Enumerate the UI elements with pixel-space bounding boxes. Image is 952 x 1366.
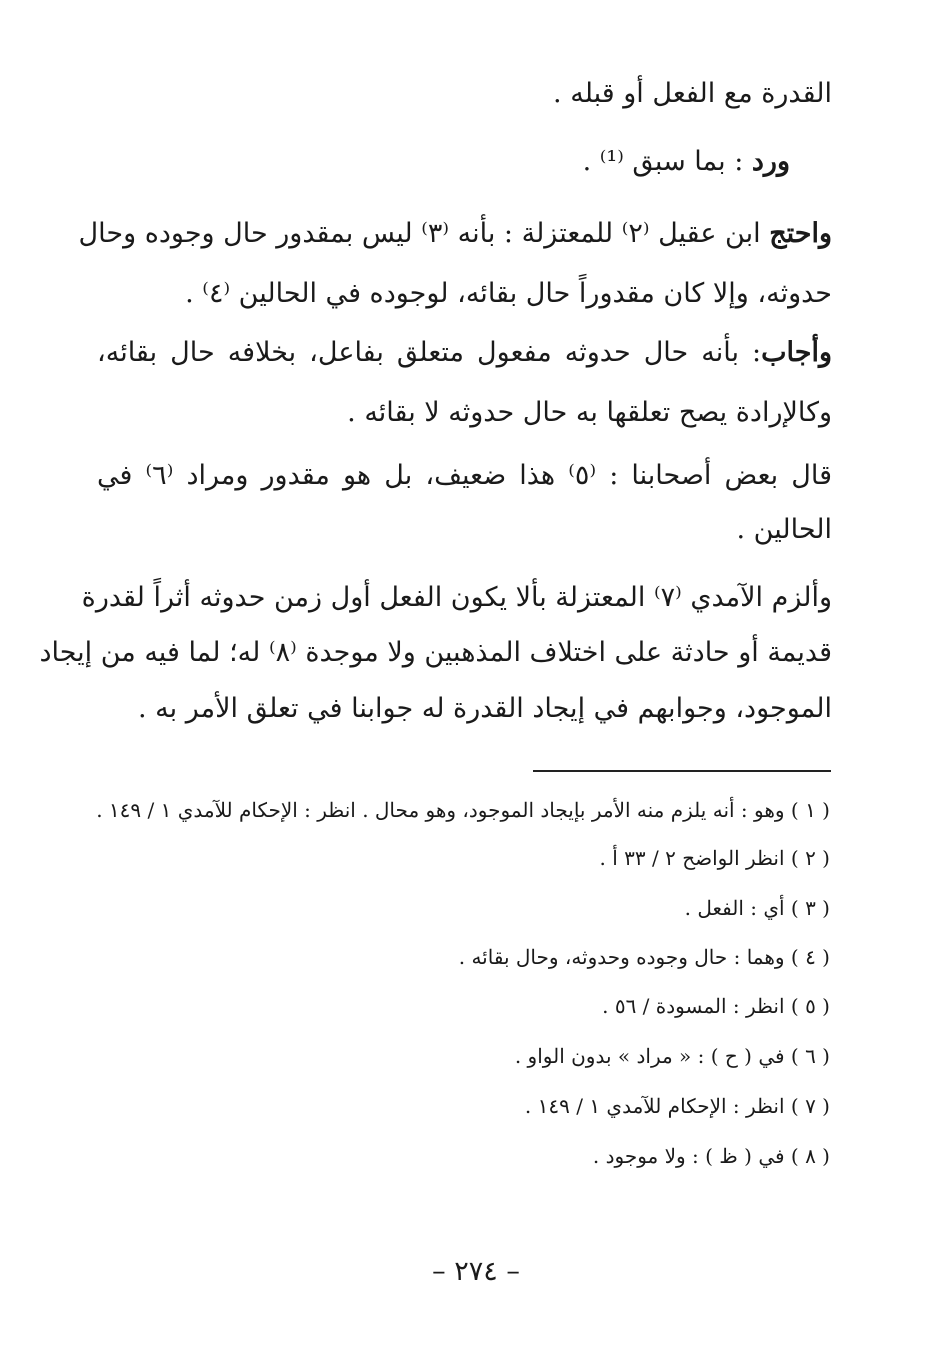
keyword-ihtajja: واحتج bbox=[769, 218, 832, 249]
text-line-3 bbox=[78, 214, 832, 254]
text-line-8 bbox=[97, 510, 832, 550]
text-line-5 bbox=[97, 333, 832, 373]
line-text: الحالين . bbox=[736, 514, 832, 545]
line-text: قال بعض أصحابنا : ⁽٥⁾ هذا ضعيف، بل هو مقدور ومراد ⁽٦⁾ في bbox=[97, 460, 832, 491]
footnote-2: ( ٢ ) انظر الواضح ٢ / ٣٣ أ . bbox=[599, 846, 830, 870]
line-text: وألزم الآمدي ⁽٧⁾ المعتزلة بألا يكون الفعل أول زمن حدوثه أثراً لقدرة bbox=[81, 582, 832, 613]
line-text: الموجود، وجوابهم في إيجاد القدرة له جوابنا في تعلق الأمر به . bbox=[138, 693, 832, 724]
footnote-6: ( ٦ ) في ( ح ) : « مراد » بدون الواو . bbox=[514, 1044, 830, 1068]
footnote-separator bbox=[533, 770, 831, 772]
line-text: القدرة مع الفعل أو قبله . bbox=[553, 78, 832, 109]
text-line-6 bbox=[97, 393, 832, 433]
line-text: : بأنه حال حدوثه مفعول متعلق بفاعل، بخلافه حال بقائه، bbox=[97, 337, 762, 368]
footnote-5: ( ٥ ) انظر : المسودة / ٥٦ . bbox=[602, 994, 830, 1018]
text-line-11 bbox=[97, 689, 832, 729]
line-text: وكالإرادة يصح تعلقها به حال حدوثه لا بقائه . bbox=[347, 397, 832, 428]
footnote-7: ( ٧ ) انظر : الإحكام للآمدي ١ / ١٤٩ . bbox=[524, 1094, 830, 1118]
line-text: ابن عقيل ⁽٢⁾ للمعتزلة : بأنه ⁽٣⁾ ليس بمقدور حال وجوده وحال bbox=[78, 218, 770, 249]
text-line-1 bbox=[97, 74, 832, 114]
line-text: حدوثه، وإلا كان مقدوراً حال بقائه، لوجوده في الحالين ⁽٤⁾ . bbox=[185, 278, 832, 309]
text-line-4 bbox=[97, 274, 832, 314]
page-number: – ٢٧٤ – bbox=[432, 1256, 520, 1287]
line-text: قديمة أو حادثة على اختلاف المذهبين ولا موجدة ⁽٨⁾ له؛ لما فيه من إيجاد bbox=[39, 637, 832, 668]
keyword-warada: ورد bbox=[751, 146, 790, 177]
text-line-10 bbox=[39, 633, 832, 673]
footnote-8: ( ٨ ) في ( ظ ) : ولا موجود . bbox=[592, 1144, 830, 1168]
footnote-4: ( ٤ ) وهما : حال وجوده وحدوثه، وحال بقائه . bbox=[458, 945, 830, 969]
line-text: : بما سبق ⁽¹⁾ . bbox=[582, 146, 752, 177]
text-line-2 bbox=[55, 142, 790, 182]
text-line-7 bbox=[97, 456, 832, 496]
text-line-9 bbox=[81, 578, 832, 618]
footnote-3: ( ٣ ) أي : الفعل . bbox=[684, 896, 830, 920]
footnote-1: ( ١ ) وهو : أنه يلزم منه الأمر بإيجاد الموجود، وهو محال . انظر : الإحكام للآمدي ١ / ١٤٩ . bbox=[96, 798, 830, 822]
keyword-ajaba: وأجاب bbox=[761, 337, 832, 368]
